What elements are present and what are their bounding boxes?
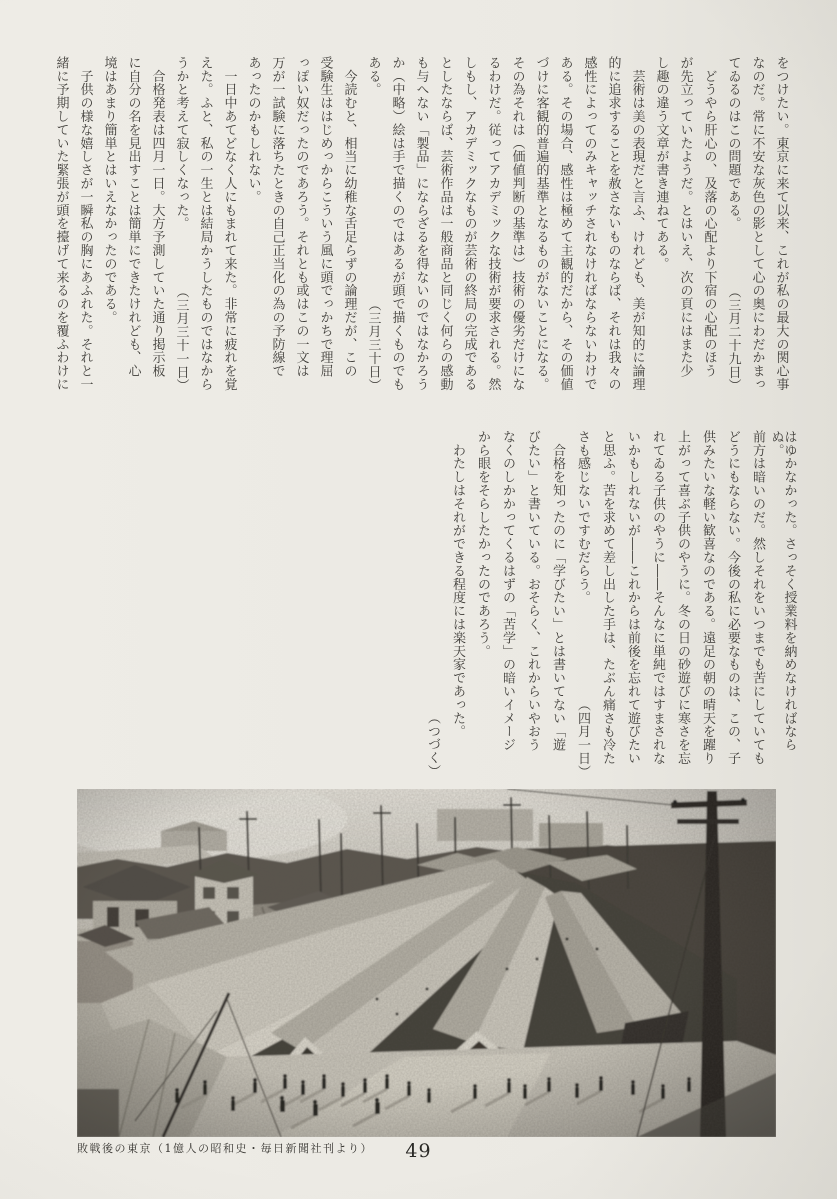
text-column-section2-4: [695, 430, 720, 778]
column-text: も与へない「製品」にならざるを得ないのではなかろう: [413, 56, 429, 391]
text-column-section1-25: [193, 56, 217, 392]
column-text: 境はあまり簡単とはいえなかったのである。: [101, 56, 117, 324]
text-column-section1-13: [481, 56, 505, 392]
column-text: 上がって喜ぶ子供のやうに。冬の日の砂遊びに寒さを忘: [675, 430, 690, 765]
column-text: 合格を知ったのに「学びたい」とは書いてない「遊: [550, 430, 565, 752]
diary-text-block-2: [420, 430, 795, 778]
column-text: 今読むと、相当に幼稚な舌足らずの論理だが、この: [341, 56, 357, 378]
text-column-section2-15: [420, 430, 445, 778]
column-text: 合格発表は四月一日。大方予測していた通り掲示板: [149, 56, 165, 378]
column-text: っぽい奴だったのであろう。それとも或はこの一文は: [293, 56, 309, 378]
text-column-section2-9: [570, 430, 595, 778]
text-column-section2-14: [445, 430, 470, 778]
column-text: うかと考えて寂しくなった。: [173, 56, 189, 231]
column-text: から眼をそらしたかったのであろう。: [475, 430, 490, 658]
column-text: に自分の名を見出すことは簡単にできたけれども、心: [125, 56, 141, 378]
column-date: （三月二十九日）: [725, 284, 741, 392]
text-column-section1-23: [241, 56, 265, 392]
film-grain: [77, 789, 776, 1137]
column-text: をつけたい。東京に来て以来、これが私の最大の関心事: [773, 56, 789, 391]
photo-postwar-tokyo: [77, 789, 776, 1137]
text-column-section1-19: [337, 56, 361, 392]
text-column-section1-1: [769, 56, 793, 392]
column-text: びたい」と書いている。おそらく、これからいやおう: [525, 430, 540, 752]
photo-caption: 敗戦後の東京（1億人の昭和史・毎日新聞社刊より）: [77, 1142, 373, 1155]
column-date: （つづく）: [425, 711, 440, 778]
text-column-section2-10: [545, 430, 570, 778]
text-column-section1-26: [169, 56, 193, 392]
column-text: 子供の様な嬉しさが一瞬私の胸にあふれた。それと一: [77, 56, 93, 391]
column-text: わたしはそれができる程度には楽天家であった。: [450, 430, 465, 739]
text-column-section1-15: [433, 56, 457, 392]
text-column-section1-22: [265, 56, 289, 392]
text-column-section1-12: [505, 56, 529, 392]
column-text: 緒に予期していた緊張が頭を擡げて来るのを覆ふわけに: [53, 56, 69, 391]
diary-text-block-1: [49, 56, 793, 392]
text-column-section1-5: [673, 56, 697, 392]
column-text: 受験生ははじめっからこういう風に頭でっかちで理屈: [317, 56, 333, 378]
column-text: どうやら肝心の、及落の心配より下宿の心配のほう: [701, 56, 717, 378]
column-text: その為それは（価値判断の基準は）技術の優劣だけにな: [509, 56, 525, 391]
column-text: どうにもならない。今後の私に必要なものは、この、子: [725, 430, 740, 765]
column-date: （三月三十日）: [365, 298, 381, 392]
text-column-section1-24: [217, 56, 241, 392]
text-column-section2-5: [670, 430, 695, 778]
text-column-section1-16: [409, 56, 433, 392]
column-text: か（中略）絵は手で描くのではあるが頭で描くものでも: [389, 56, 405, 391]
text-column-section2-3: [720, 430, 745, 778]
column-date: （四月一日）: [575, 697, 590, 778]
column-text: 的に追求することを赦さないものならば、それは我々の: [605, 56, 621, 391]
column-text: いかもしれないが――これからは前後を忘れて遊びたい: [625, 430, 640, 765]
text-column-section1-28: [121, 56, 145, 392]
page-number: 49: [405, 1140, 432, 1162]
text-column-section2-7: [620, 430, 645, 778]
text-column-section1-18: [361, 56, 385, 392]
column-text: るわけだ。従ってアカデミックな技術が要求される。然: [485, 56, 501, 391]
text-column-section1-3: [721, 56, 745, 392]
text-column-section2-11: [520, 430, 545, 778]
text-column-section1-4: [697, 56, 721, 392]
text-column-section2-8: [595, 430, 620, 778]
column-text: えた。ふと、私の一生とは結局かうしたものではなから: [197, 56, 213, 391]
text-column-section1-7: [625, 56, 649, 392]
column-date: （三月三十一日）: [173, 284, 189, 392]
column-text: と思ふ。苦を求めて差し出した手は、たぶん痛さも冷た: [600, 430, 615, 765]
column-text: てゐるのはこの問題である。: [725, 56, 741, 231]
text-column-section1-10: [553, 56, 577, 392]
text-column-section1-21: [289, 56, 313, 392]
text-column-section2-12: [495, 430, 520, 778]
text-column-section2-6: [645, 430, 670, 778]
column-text: し趣の違う文章が書き連ねてある。: [653, 56, 669, 271]
text-column-section1-14: [457, 56, 481, 392]
column-text: ある。: [365, 56, 381, 97]
column-text: なのだ。常に不安な灰色の影として心の奥にわだかまっ: [749, 56, 765, 391]
text-column-section1-31: [49, 56, 73, 392]
text-column-section1-29: [97, 56, 121, 392]
text-column-section1-30: [73, 56, 97, 392]
text-column-section1-9: [577, 56, 601, 392]
column-text: 供みたいな軽い歓喜なのである。遠足の朝の晴天を躍り: [700, 430, 715, 765]
text-column-section1-27: [145, 56, 169, 392]
text-column-section2-1: [770, 430, 795, 778]
column-text: 芸術は美の表現だと言ふ、けれども、美が知的に論理: [629, 56, 645, 391]
column-text: が先立っていたようだ。とはいえ、次の頁にはまた少: [677, 56, 693, 378]
column-text: さも感じないですむだらう。: [575, 430, 590, 605]
column-text: れてゐる子供のやうに――そんなに単純ではすまされな: [650, 430, 665, 765]
column-text: ある。その場合、感性は極めて主観的だから、その価値: [557, 56, 573, 391]
text-column-section1-6: [649, 56, 673, 392]
column-text: しもし、アカデミックなものが芸術の終局の完成である: [461, 56, 477, 391]
column-text: 万が一試験に落ちたときの自己正当化の為の予防線で: [269, 56, 285, 378]
text-column-section2-13: [470, 430, 495, 778]
column-text: 感性によってのみキャッチされなければならないわけで: [581, 56, 597, 391]
photo-illustration: [77, 789, 776, 1137]
column-text: 一日中あてどなく人にもまれて来た。非常に疲れを覚: [221, 56, 237, 391]
text-column-section1-8: [601, 56, 625, 392]
column-text: なくのしかかってくるはずの「苦学」の暗いイメージ: [500, 430, 515, 752]
text-column-section2-2: [745, 430, 770, 778]
column-text: 前方は暗いのだ。然しそれをいつまでも苦にしていても: [750, 430, 765, 765]
text-column-section1-11: [529, 56, 553, 392]
column-text: あったのかもしれない。: [245, 56, 261, 204]
text-column-section1-20: [313, 56, 337, 392]
column-text: づけに客観的普遍的基準となるものがないことになる。: [533, 56, 549, 391]
column-text: としたならば、芸術作品は一般商品と同じく何らの感動: [437, 56, 453, 391]
column-text: はゆかなかった。さっそく授業料を納めなければならぬ。: [768, 430, 797, 752]
text-column-section1-2: [745, 56, 769, 392]
text-column-section1-17: [385, 56, 409, 392]
